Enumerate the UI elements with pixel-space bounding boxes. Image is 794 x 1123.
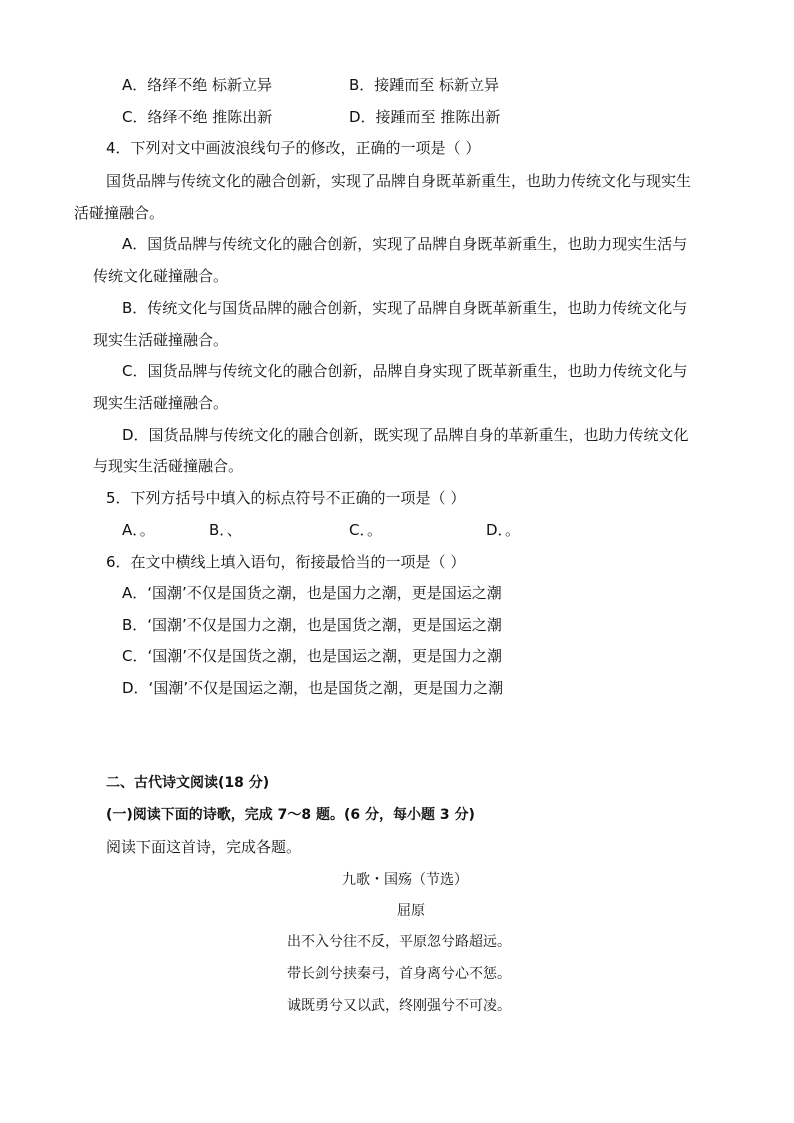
q4-stem: 4．下列对文中画波浪线句子的修改，正确的一项是（ ） <box>106 139 481 157</box>
q4-option-c-line-1: C．国货品牌与传统文化的融合创新，品牌自身实现了既革新重生，也助力传统文化与 <box>122 362 688 380</box>
poem-title: 九歌・国殇（节选） <box>342 872 468 888</box>
q3-option-a: A．络绎不绝 标新立异 <box>122 76 273 94</box>
q4-original-line-2: 活碰撞融合。 <box>74 204 165 222</box>
section-2-intro: 阅读下面这首诗，完成各题。 <box>106 838 302 856</box>
q6-option-c: C．‘国潮’不仅是国货之潮，也是国运之潮，更是国力之潮 <box>122 647 503 665</box>
poem-line-3: 诚既勇兮又以武，终刚强兮不可凌。 <box>287 998 511 1014</box>
q4-option-a-line-1: A．国货品牌与传统文化的融合创新，实现了品牌自身既革新重生，也助力现实生活与 <box>122 235 688 253</box>
section-2-subheading: (一)阅读下面的诗歌，完成 7～8 题。(6 分，每小题 3 分) <box>106 807 475 823</box>
q6-option-a: A．‘国潮’不仅是国货之潮，也是国力之潮，更是国运之潮 <box>122 584 502 602</box>
q6-stem: 6．在文中横线上填入语句，衔接最恰当的一项是（ ） <box>106 553 466 571</box>
q3-option-b: B．接踵而至 标新立异 <box>349 76 500 94</box>
q4-original-line-1: 国货品牌与传统文化的融合创新，实现了品牌自身既革新重生，也助力传统文化与现实生 <box>106 172 692 190</box>
section-2-heading: 二、古代诗文阅读(18 分) <box>106 775 270 791</box>
q4-option-d-line-2: 与现实生活碰撞融合。 <box>93 457 244 475</box>
q5-stem: 5．下列方括号中填入的标点符号不正确的一项是（ ） <box>106 489 466 507</box>
poem-line-1: 出不入兮往不反，平原忽兮路超远。 <box>287 934 511 950</box>
q4-option-a-line-2: 传统文化碰撞融合。 <box>93 267 229 285</box>
q5-option-a: A．。 <box>122 521 155 539</box>
q4-option-b-line-1: B．传统文化与国货品牌的融合创新，实现了品牌自身既革新重生，也助力传统文化与 <box>122 299 688 317</box>
q4-option-b-line-2: 现实生活碰撞融合。 <box>93 331 229 349</box>
poem-line-2: 带长剑兮挟秦弓，首身离兮心不惩。 <box>287 966 511 982</box>
q3-option-c: C．络绎不绝 推陈出新 <box>122 108 273 126</box>
q5-option-d: D．。 <box>486 521 521 539</box>
q5-option-b: B．、 <box>209 521 242 539</box>
poem-author: 屈原 <box>397 903 425 919</box>
q5-option-c: C．。 <box>349 521 382 539</box>
q4-option-c-line-2: 现实生活碰撞融合。 <box>93 394 229 412</box>
q6-option-d: D．‘国潮’不仅是国运之潮，也是国货之潮，更是国力之潮 <box>122 679 504 697</box>
q4-option-d-line-1: D．国货品牌与传统文化的融合创新，既实现了品牌自身的革新重生，也助力传统文化 <box>122 426 689 444</box>
q6-option-b: B．‘国潮’不仅是国力之潮，也是国货之潮，更是国运之潮 <box>122 616 502 634</box>
q3-option-d: D．接踵而至 推陈出新 <box>349 108 501 126</box>
